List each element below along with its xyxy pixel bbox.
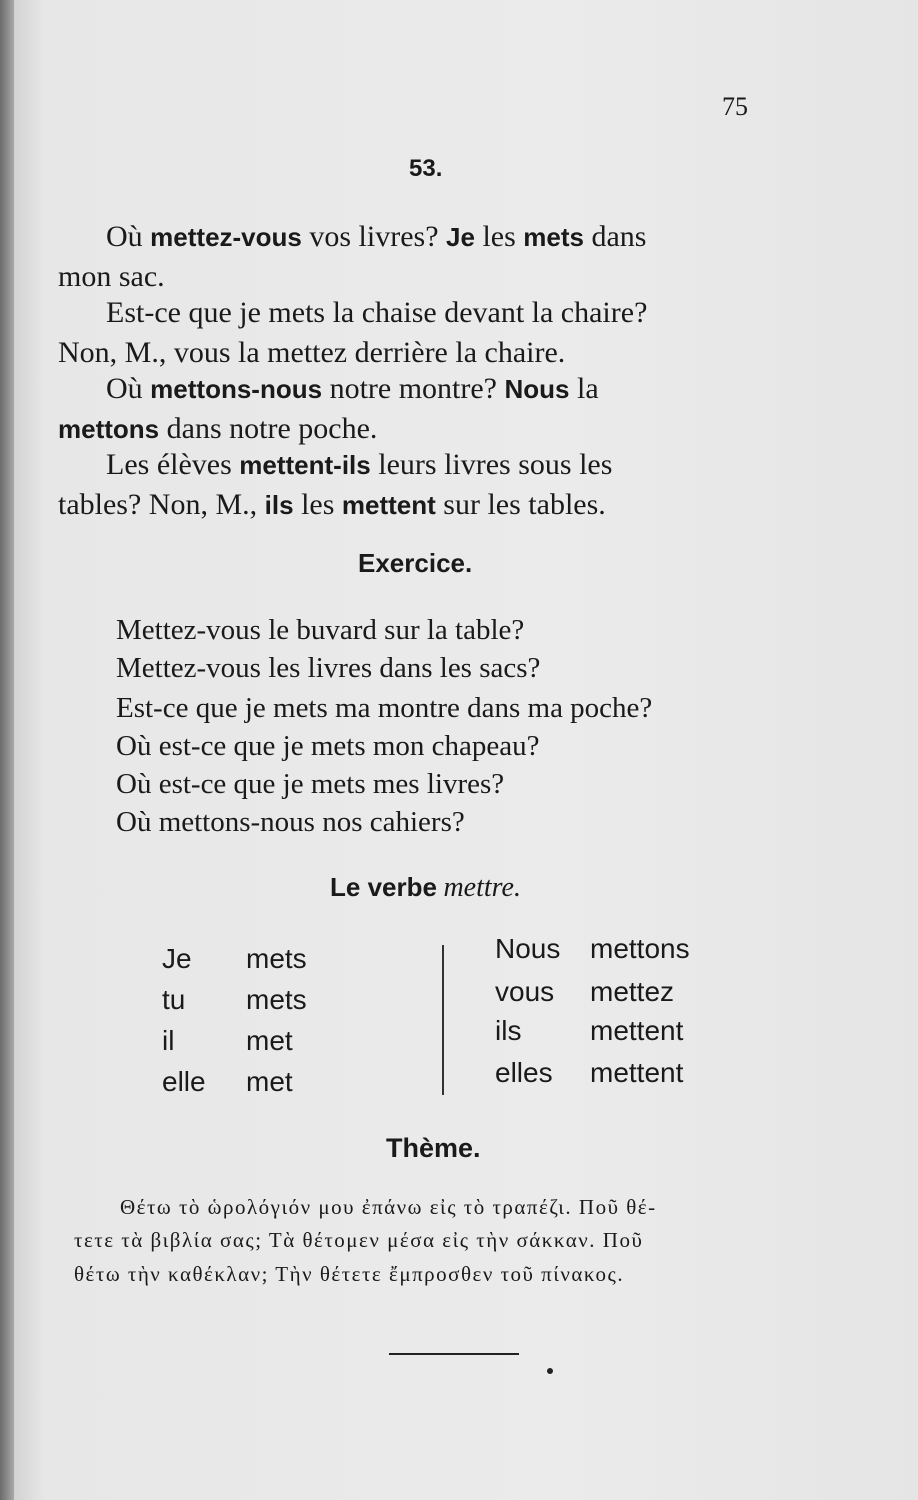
text-run: sur les tables. xyxy=(435,488,606,521)
bold-verb: Nous xyxy=(504,374,570,404)
exercice-line: Est-ce que je mets ma montre dans ma poche? xyxy=(116,692,653,724)
conj-form: met xyxy=(246,1066,293,1097)
text-run: Est-ce que je mets la chaise devant la chaire? xyxy=(106,296,648,329)
text-run: les xyxy=(474,220,524,253)
exercice-line: Mettez-vous les livres dans les sacs? xyxy=(116,652,541,684)
text-run: mon sac. xyxy=(58,260,165,293)
theme-line: Θέτω τὸ ὡρολόγιόν μου ἐπάνω εἰς τὸ τραπέζι. Ποῦ θέ- xyxy=(120,1195,657,1219)
exercice-line: Où mettons-nous nos cahiers? xyxy=(116,806,465,838)
verbe-heading-label: Le verbe xyxy=(330,872,437,902)
text-run: la xyxy=(569,372,599,405)
bold-verb: Je xyxy=(446,222,475,252)
paragraph-line xyxy=(58,334,565,372)
conj-pronoun: ils xyxy=(495,1015,522,1046)
closing-rule xyxy=(389,1353,519,1355)
text-run: vos livres? xyxy=(301,220,447,253)
verbe-heading-verb: mettre. xyxy=(443,872,521,903)
exercice-line: Mettez-vous le buvard sur la table? xyxy=(116,614,525,646)
conj-form: mettons xyxy=(590,933,690,964)
paragraph-line xyxy=(106,294,647,332)
text-run: Les élèves xyxy=(106,448,240,481)
closing-dot xyxy=(547,1368,553,1374)
exercice-heading: Exercice. xyxy=(358,548,473,578)
theme-line: τετε τὰ βιβλία σας; Τὰ θέτομεν μέσα εἰς τὴν σάκκαν. Ποῦ xyxy=(74,1228,644,1252)
book-page xyxy=(14,0,918,1500)
book-spine-shadow xyxy=(0,0,14,1500)
exercice-line: Où est-ce que je mets mes livres? xyxy=(116,768,505,800)
conj-pronoun: Je xyxy=(162,943,192,974)
bold-verb: mets xyxy=(523,222,584,252)
conjugation-divider xyxy=(442,945,444,1095)
text-run: dans xyxy=(583,220,647,253)
text-run: leurs livres sous les xyxy=(370,448,613,481)
conj-pronoun: vous xyxy=(495,976,555,1007)
verbe-heading xyxy=(330,872,521,904)
theme-heading: Thème. xyxy=(386,1133,481,1163)
conj-pronoun: elle xyxy=(162,1066,206,1097)
paragraph-line xyxy=(58,486,606,524)
conj-form: mettez xyxy=(590,976,675,1007)
bold-verb: ils xyxy=(264,490,294,520)
text-run: tables? Non, M., xyxy=(58,488,265,521)
conj-pronoun: elles xyxy=(495,1057,553,1088)
text-run: les xyxy=(293,488,342,521)
bold-verb: mettent xyxy=(341,490,436,520)
bold-verb: mettons-nous xyxy=(150,374,323,404)
paragraph-line xyxy=(106,218,646,256)
conj-form: mets xyxy=(246,943,307,974)
bold-verb: mettons xyxy=(58,414,160,444)
conj-pronoun: il xyxy=(162,1025,175,1056)
conj-form: mettent xyxy=(590,1057,684,1088)
paragraph-line xyxy=(106,370,599,408)
theme-line: θέτω τὴν καθέκλαν; Τὴν θέτετε ἔμπροσθεν τοῦ πίνακος. xyxy=(74,1262,625,1286)
conj-pronoun: Nous xyxy=(495,933,561,964)
text-run: Où xyxy=(106,372,151,405)
text-run: Où xyxy=(106,220,151,253)
conj-form: met xyxy=(246,1025,293,1056)
section-number: 53. xyxy=(409,155,443,182)
conj-pronoun: tu xyxy=(162,984,186,1015)
conj-form: mettent xyxy=(590,1015,684,1046)
paragraph-line xyxy=(106,446,612,484)
text-run: notre montre? xyxy=(322,372,505,405)
bold-verb: mettent-ils xyxy=(239,450,371,480)
paragraph-line xyxy=(58,410,377,448)
paragraph-line xyxy=(58,258,165,296)
conj-form: mets xyxy=(246,984,307,1015)
text-run: Non, M., vous la mettez derrière la chaire. xyxy=(58,336,566,369)
bold-verb: mettez-vous xyxy=(150,222,302,252)
exercice-line: Où est-ce que je mets mon chapeau? xyxy=(116,730,540,762)
text-run: dans notre poche. xyxy=(159,412,378,445)
page-number: 75 xyxy=(722,92,748,121)
